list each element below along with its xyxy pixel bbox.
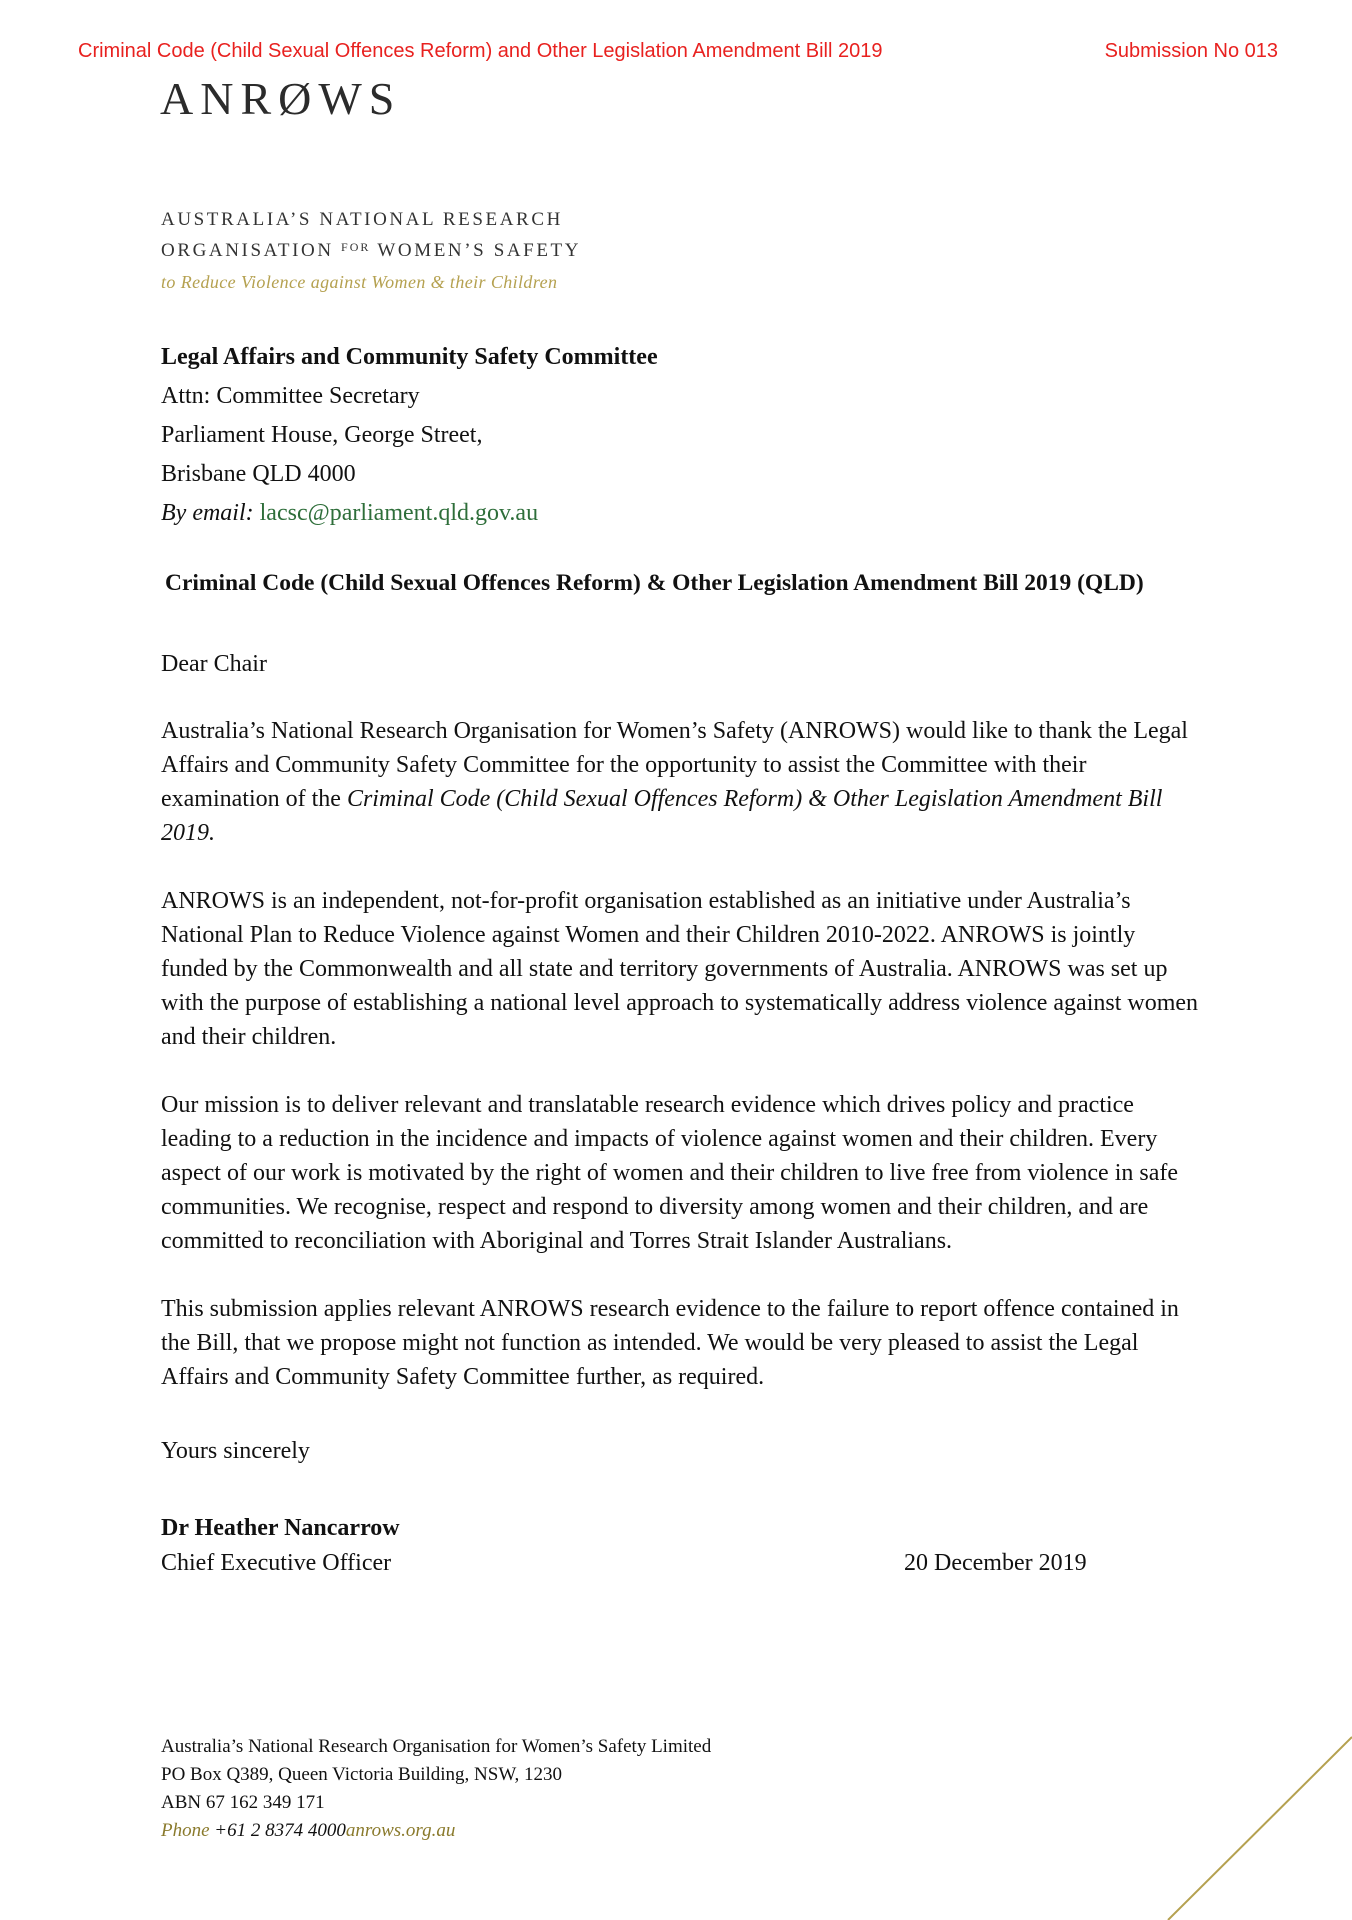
logo-tagline-womens-safety: WOMEN’S SAFETY xyxy=(377,240,582,261)
salutation: Dear Chair xyxy=(161,651,267,677)
anrows-logo: ANRØWS xyxy=(160,73,402,124)
paragraph-3-text: Our mission is to deliver relevant and translatable research evidence which drives policy and practice leading to a reduction in the incidence and impacts of violence against women and their children. Every aspect of our work is motivated by the right of women and their children to live free from violence in safe communities. We recognise, respect and respond to diversity among women and their children, and are committed to reconciliation with Aboriginal and Torres Strait Islander Australians. xyxy=(161,1092,1179,1254)
letter-date: 20 December 2019 xyxy=(904,1550,1087,1576)
closing-line: Yours sincerely xyxy=(161,1438,310,1464)
paragraph-2-text: ANROWS is an independent, not-for-profit organisation established as an initiative under Australia’s National Plan to Reduce Violence against Women and their Children 2010-2022. ANROWS is jointly funded by the Commonwealth and all state and territory governments of Australia. ANROWS was set up with the purpose of establishing a national level approach to systematically address violence against women and their children. xyxy=(161,888,1199,1050)
footer-phone-label: Phone xyxy=(161,1820,210,1841)
letter-subject: Criminal Code (Child Sexual Offences Reform) & Other Legislation Amendment Bill 2019 (QLD) xyxy=(165,570,1144,596)
footer-phone-line xyxy=(161,1817,711,1845)
footer-phone-number: +61 2 8374 4000 xyxy=(214,1820,346,1841)
paragraph-2 xyxy=(161,884,1201,1054)
paragraph-4 xyxy=(161,1292,1201,1394)
submission-number: Submission No 013 xyxy=(1104,40,1278,62)
footer-abn: ABN 67 162 349 171 xyxy=(161,1792,325,1813)
committee-name: Legal Affairs and Community Safety Committee xyxy=(161,344,658,370)
email-line xyxy=(161,494,658,533)
logo-tagline-line3: to Reduce Violence against Women & their Children xyxy=(161,272,558,292)
logo-tagline-for: FOR xyxy=(341,240,371,254)
attention-line: Attn: Committee Secretary xyxy=(161,383,420,409)
email-link[interactable]: lacsc@parliament.qld.gov.au xyxy=(259,500,539,526)
footer-website-link[interactable]: anrows.org.au xyxy=(345,1820,456,1841)
recipient-address xyxy=(161,338,658,533)
logo-tagline-organisation: ORGANISATION xyxy=(161,240,334,261)
paragraph-1 xyxy=(161,714,1201,850)
city-line: Brisbane QLD 4000 xyxy=(161,461,356,487)
logo-tagline-line1: AUSTRALIA’S NATIONAL RESEARCH xyxy=(161,209,563,230)
footer-org-name: Australia’s National Research Organisation for Women’s Safety Limited xyxy=(161,1736,712,1757)
paragraph-4-text: This submission applies relevant ANROWS research evidence to the failure to report offence contained in the Bill, that we propose might not function as intended. We would be very pleased to assist the Legal Affairs and Community Safety Committee further, as required. xyxy=(161,1296,1179,1390)
logo-tagline-line2 xyxy=(161,240,581,262)
paragraph-1-text: Australia’s National Research Organisation for Women’s Safety (ANROWS) would like to thank the Legal Affairs and Community Safety Committee for the opportunity to assist the Committee with their examination of the xyxy=(161,718,1188,812)
signatory-title: Chief Executive Officer xyxy=(161,1550,392,1576)
paragraph-1-bill-title: Criminal Code (Child Sexual Offences Reform) & Other Legislation Amendment Bill 2019. xyxy=(161,786,1163,846)
footer-po-box: PO Box Q389, Queen Victoria Building, NSW, 1230 xyxy=(161,1764,563,1785)
email-label: By email: xyxy=(161,500,254,526)
paragraph-3 xyxy=(161,1088,1201,1258)
footer-contact xyxy=(161,1733,711,1845)
submission-header-title: Criminal Code (Child Sexual Offences Reform) and Other Legislation Amendment Bill 2019 xyxy=(78,40,883,62)
signatory-name: Dr Heather Nancarrow xyxy=(161,1515,400,1541)
street-line: Parliament House, George Street, xyxy=(161,422,483,448)
